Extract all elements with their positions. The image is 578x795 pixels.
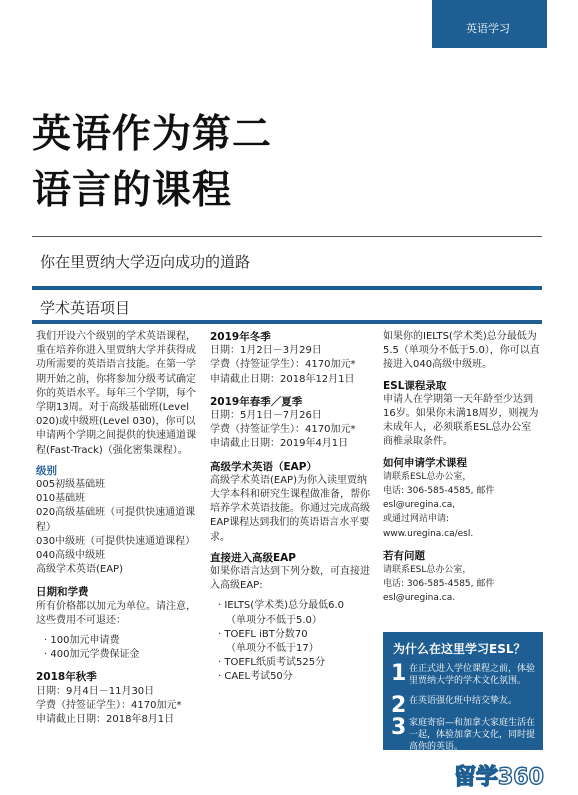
- fall-deadline: 申请截止日期：2018年8月1日: [36, 714, 175, 726]
- apply-contact: 电话: 306-585-4585, 邮件esl@uregina.ca,: [383, 486, 495, 511]
- eap-heading: 高级学术英语（EAP）: [210, 460, 317, 473]
- fall-heading: 2018年秋季: [36, 671, 97, 684]
- esl-admission-heading: ESL课程录取: [383, 379, 447, 392]
- winter-dates: 日期：1月2日－3月29日: [210, 345, 322, 357]
- why-number: 2: [391, 693, 407, 718]
- winter-tuition: 学费（持签证学生）：4170加元*: [210, 359, 356, 371]
- column-3: [383, 330, 541, 606]
- why-text: 家庭寄宿—和加拿大家庭生活在一起，体验加拿大文化，同时提高你的英语。: [409, 718, 536, 752]
- column-1: [36, 330, 196, 727]
- level-item: 040高级中级班: [36, 550, 106, 562]
- questions-heading: 若有问题: [383, 549, 425, 562]
- page-title: [32, 106, 272, 218]
- questions-contact: 电话: 306-585-4585, 邮件esl@uregina.ca.: [383, 579, 495, 604]
- eap-text: 高级学术英语(EAP)为你入读里贾纳大学本科和研究生课程做准备，帮你培养学术英语技能。你通过完成高级EAP课程达到我们的英语语言水平要求。: [210, 474, 370, 543]
- accent-rule: [32, 320, 542, 324]
- title-line-2: 语言的课程: [32, 167, 233, 213]
- why-text: 在正式进入学位课程之前，体验里贾纳大学的学术文化氛围。: [409, 664, 536, 686]
- levels-heading: 级别: [36, 464, 57, 477]
- subtitle: 你在里贾纳大学迈向成功的道路: [40, 253, 251, 271]
- questions-line: 请联系ESL总办公室，: [383, 565, 472, 576]
- direct-entry-text: 如果你语言达到下列分数，可直接进入高级EAP:: [210, 566, 370, 592]
- spring-deadline: 申请截止日期：2019年4月1日: [210, 438, 349, 450]
- fees-text: 所有价格都以加元为单位。请注意，这些费用不可退还：: [36, 600, 196, 626]
- column-2: [210, 330, 372, 685]
- spring-heading: 2019年春季／夏季: [210, 395, 303, 408]
- apply-line: 请联系ESL总办公室，: [383, 471, 472, 482]
- why-text: 在英语强化班中结交挚友。: [409, 696, 518, 706]
- section-heading: 学术英语项目: [40, 299, 131, 317]
- score-item: · CAEL考试50分: [218, 671, 293, 683]
- fee-item: · 100加元申请费: [44, 635, 120, 647]
- why-number: 1: [391, 661, 407, 686]
- winter-deadline: 申请截止日期：2018年12月1日: [210, 373, 355, 385]
- why-study-box: [383, 632, 543, 750]
- score-item: · TOEFL iBT分数70: [218, 628, 308, 640]
- accent-rule: [32, 286, 542, 290]
- fee-item: · 400加元学费保证金: [44, 649, 140, 661]
- esl-admission-text: 申请人在学期第一天年龄至少达到16岁。如果你未满18周岁，则视为未成年人，必须联系ESL总办公室商椎录取条件。: [383, 393, 539, 448]
- level-item: 030中级班（可提供快速通道课程）: [36, 535, 196, 547]
- score-note: （单项分不低于17）: [226, 643, 319, 655]
- spring-dates: 日期：5月1日－7月26日: [210, 410, 322, 422]
- title-line-1: 英语作为第二: [32, 111, 273, 157]
- direct-entry-heading: 直接进入高级EAP: [210, 551, 296, 564]
- fees-heading: 日期和学费: [36, 586, 89, 599]
- spring-tuition: 学费（持签证学生）：4170加元*: [210, 424, 356, 436]
- level-item: 005初级基础班: [36, 479, 106, 491]
- watermark-logo: [452, 760, 570, 790]
- section-tab: [432, 0, 547, 48]
- score-item: · TOEFL纸质考试525分: [218, 657, 326, 669]
- ielts-text: 如果你的IELTS(学术类)总分最低为5.5（单项分不低于5.0），你可以直接进入040高级中级班。: [383, 331, 540, 371]
- why-title: 为什么在这里学习ESL？: [393, 642, 526, 656]
- watermark-text: 留学360: [454, 765, 544, 790]
- why-number: 3: [391, 715, 407, 740]
- intro-paragraph: 我们开设六个级别的学术英语课程，重在培养你进入里贾纳大学并获得成功所需要的英语语言技能。在第一学期开始之前，你将参加分级考试确定你的英语水平。每年三个学期，每个学期13周。对于高级基础班(Level 020)或中级班(Level 030)，你可以申请两个学期之间提供的快速通道课程(Fast-Track)（强化密集课程）。: [36, 331, 196, 456]
- apply-heading: 如何申请学术课程: [383, 456, 467, 469]
- divider: [32, 236, 542, 237]
- section-tab-label: 英语学习: [466, 22, 510, 35]
- fall-tuition: 学费（持签证学生）：4170加元*: [36, 699, 182, 711]
- fall-dates: 日期：9月4日－11月30日: [36, 685, 155, 697]
- winter-heading: 2019年冬季: [210, 331, 271, 343]
- level-item: 010基础班: [36, 493, 86, 505]
- score-item: · IELTS(学术类)总分最低6.0: [218, 600, 344, 612]
- level-item: 020高级基础班（可提供快速通道课程）: [36, 507, 196, 533]
- level-item: 高级学术英语(EAP): [36, 564, 123, 576]
- apply-website: 或通过网站申请: www.uregina.ca/esl.: [383, 514, 474, 539]
- score-note: （单项分不低于5.0）: [226, 614, 322, 626]
